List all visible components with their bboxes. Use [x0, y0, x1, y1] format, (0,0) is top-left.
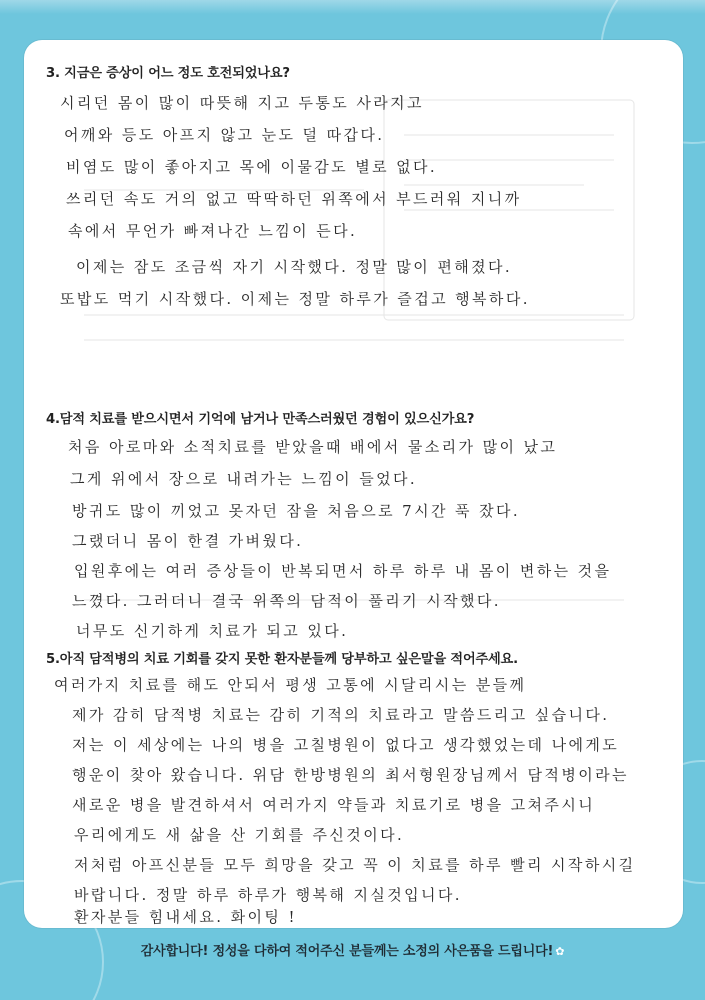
answer-line: 속에서 무언가 빠져나간 느낌이 든다. — [68, 222, 358, 240]
answer-line: 이제는 잠도 조금씩 자기 시작했다. 정말 많이 편해졌다. — [76, 258, 513, 276]
answer-line: 어깨와 등도 아프지 않고 눈도 덜 따갑다. — [64, 126, 385, 144]
question-3: 3. 지금은 증상이 어느 정도 호전되었나요? — [46, 66, 290, 81]
top-edge — [0, 0, 705, 14]
answer-line: 그게 위에서 장으로 내려가는 느낌이 들었다. — [70, 470, 418, 488]
answer-line: 바랍니다. 정말 하루 하루가 행복해 지실것입니다. — [74, 886, 462, 904]
answer-line: 환자분들 힘내세요. 화이팅 ! — [74, 908, 297, 926]
answer-line: 쓰리던 속도 거의 없고 딱딱하던 위쪽에서 부드러워 지니까 — [66, 190, 522, 208]
answer-line: 여러가지 치료를 해도 안되서 평생 고통에 시달리시는 분들께 — [54, 676, 527, 694]
answer-line: 느꼈다. 그러더니 결국 위쪽의 담적이 풀리기 시작했다. — [72, 592, 501, 610]
answer-line: 우리에게도 새 삶을 산 기회를 주신것이다. — [74, 826, 405, 844]
footer-banner — [0, 938, 705, 966]
answer-line: 방귀도 많이 끼었고 못자던 잠을 처음으로 7시간 푹 잤다. — [72, 502, 521, 520]
answer-line: 시리던 몸이 많이 따뜻해 지고 두통도 사라지고 — [60, 94, 424, 112]
answer-line: 처음 아로마와 소적치료를 받았을때 배에서 물소리가 많이 났고 — [68, 438, 558, 456]
question-5: 5.아직 담적병의 치료 기회를 갖지 못한 환자분들께 당부하고 싶은말을 적어주세요. — [46, 652, 518, 667]
flower-icon: ✿ — [555, 945, 565, 958]
footer-text: 감사합니다! 정성을 다하여 적어주신 분들께는 소정의 사은품을 드립니다! — [140, 944, 554, 959]
answer-line: 또밥도 먹기 시작했다. 이제는 정말 하루가 즐겁고 행복하다. — [60, 290, 530, 308]
answer-line: 행운이 찾아 왔습니다. 위담 한방병원의 최서형원장님께서 담적병이라는 — [72, 766, 629, 784]
answer-line: 저처럼 아프신분들 모두 희망을 갖고 꼭 이 치료를 하루 빨리 시작하시길 — [74, 856, 636, 874]
answer-line: 새로운 병을 발견하셔서 여러가지 약들과 치료기로 병을 고쳐주시니 — [72, 796, 596, 814]
question-4: 4.담적 치료를 받으시면서 기억에 남거나 만족스러웠던 경험이 있으신가요? — [46, 412, 475, 427]
answer-line: 너무도 신기하게 치료가 되고 있다. — [76, 622, 349, 640]
answer-line: 저는 이 세상에는 나의 병을 고칠병원이 없다고 생각했었는데 나에게도 — [72, 736, 620, 754]
answer-card — [24, 40, 683, 928]
answer-line: 비염도 많이 좋아지고 목에 이물감도 별로 없다. — [66, 158, 438, 176]
answer-line: 그랬더니 몸이 한결 가벼웠다. — [72, 532, 304, 550]
answer-line: 입원후에는 여러 증상들이 반복되면서 하루 하루 내 몸이 변하는 것을 — [74, 562, 612, 580]
answer-line: 제가 감히 담적병 치료는 감히 기적의 치료라고 말씀드리고 싶습니다. — [72, 706, 610, 724]
